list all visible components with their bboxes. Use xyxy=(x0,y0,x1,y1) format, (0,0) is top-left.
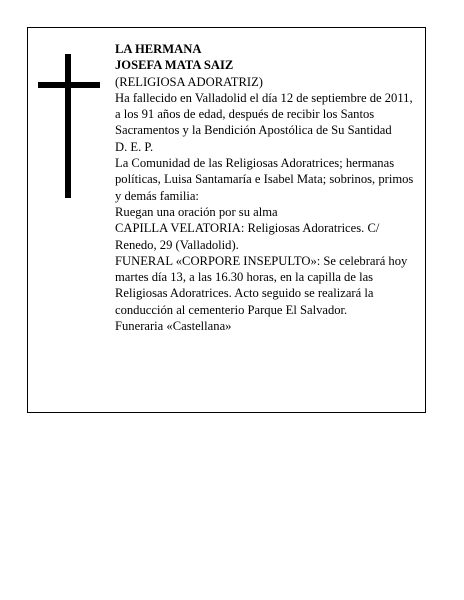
cross-vertical-bar xyxy=(65,54,71,198)
funeral-info: FUNERAL «CORPORE INSEPULTO»: Se celebrará hoy martes día 13, a las 16.30 horas, en la capilla de las Religiosas Adoratrices. Acto seguido se realizará la conducción al cementerio Parque El Salvador. xyxy=(115,253,408,317)
death-announcement: Ha fallecido en Valladolid el día 12 de septiembre de 2011, a los 91 años de edad, después de recibir los Santos Sacramentos y la Bendición Apostólica de Su Santidad xyxy=(115,90,413,138)
chapel-info: CAPILLA VELATORIA: Religiosas Adoratrices. C/ Renedo, 29 (Valladolid). xyxy=(115,221,380,252)
prayer-request: Ruegan una oración por su alma xyxy=(115,204,278,219)
obituary-notice xyxy=(27,27,426,413)
deceased-name: JOSEFA MATA SAIZ xyxy=(115,58,234,73)
mourners: La Comunidad de las Religiosas Adoratrices; hermanas políticas, Luisa Santamaría e Isabel Mata; sobrinos, primos y demás familia: xyxy=(115,156,414,203)
funeral-home: Funeraria «Castellana» xyxy=(115,319,232,334)
rip-line: D. E. P. xyxy=(115,139,154,154)
deceased-role: (RELIGIOSA ADORATRIZ) xyxy=(115,74,263,89)
cross-icon xyxy=(38,54,100,198)
notice-heading: LA HERMANA xyxy=(115,42,202,56)
cross-horizontal-bar xyxy=(38,82,100,88)
notice-text xyxy=(115,41,419,334)
